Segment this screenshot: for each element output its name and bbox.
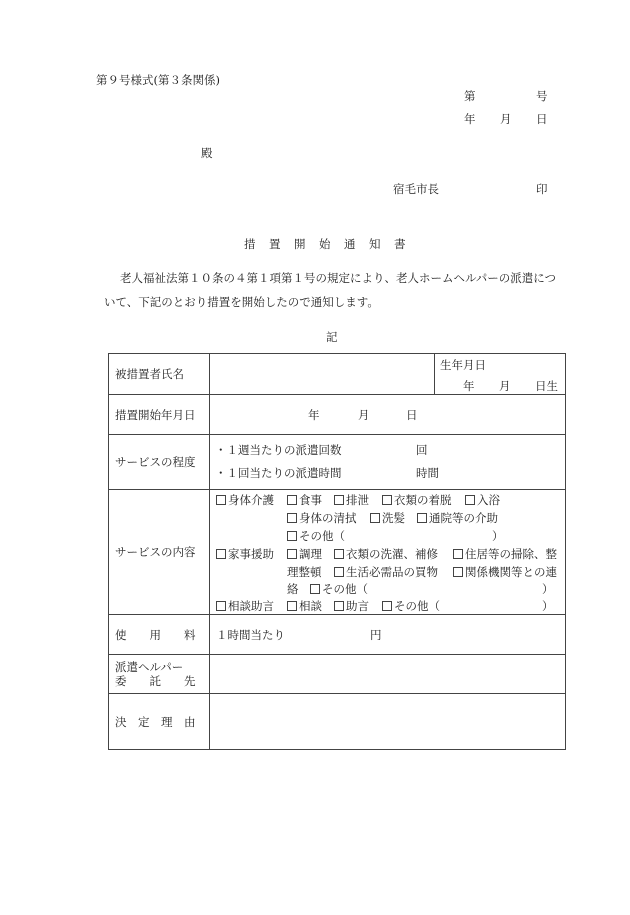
degree-per-visit-unit: 時間 (416, 466, 439, 480)
row-start-date (109, 395, 566, 435)
fee-field (210, 615, 566, 655)
fee-text: １時間当たり (216, 628, 285, 642)
date-month: 月 (500, 112, 512, 126)
checkbox-advice[interactable]: 助言 (334, 598, 369, 614)
checkbox-icon (287, 531, 297, 541)
degree-weekly: ・１週当たりの派遣回数 (215, 443, 342, 457)
reason-label: 決 定 理 由 (109, 694, 210, 750)
name-field (210, 354, 435, 395)
issuer-name: 宿毛市長 (393, 182, 439, 196)
checkbox-consult[interactable]: 相談 (287, 598, 322, 614)
liaison-cont: 絡 (287, 582, 299, 596)
checkbox-meal[interactable]: 食事 (287, 492, 322, 508)
checkbox-icon (417, 513, 427, 523)
checkbox-shopping[interactable]: 生活必需品の買物 (334, 564, 438, 580)
row-degree (109, 435, 566, 490)
reason-field (210, 694, 566, 750)
row-helper (109, 655, 566, 694)
checkbox-other-consult[interactable]: その他（ (382, 598, 440, 614)
checkbox-icon (465, 495, 475, 505)
checkbox-body-care[interactable]: 身体介護 (216, 492, 274, 508)
checkbox-icon (216, 549, 226, 559)
checkbox-excretion[interactable]: 排泄 (334, 492, 369, 508)
checkbox-icon (287, 495, 297, 505)
checkbox-icon (216, 495, 226, 505)
checkbox-icon (453, 549, 463, 559)
checkbox-other-body[interactable]: その他（ (287, 528, 345, 544)
degree-field (210, 435, 566, 490)
seal-mark: 印 (536, 182, 548, 196)
start-date-field (210, 395, 566, 435)
cleaning-cont: 理整頓 (287, 565, 322, 579)
checkbox-icon (334, 601, 344, 611)
notice-table (108, 353, 566, 750)
birth-month: 月 (499, 379, 511, 393)
birth-year: 年 (463, 379, 475, 393)
fee-label: 使 用 料 (109, 615, 210, 655)
start-year: 年 (308, 408, 320, 422)
degree-label: サービスの程度 (109, 435, 210, 490)
row-name (109, 354, 566, 395)
checkbox-hair-wash[interactable]: 洗髪 (370, 510, 405, 526)
date-day: 日 (536, 112, 548, 126)
birth-cell (435, 354, 566, 395)
start-day: 日 (406, 408, 418, 422)
checkbox-hospital[interactable]: 通院等の介助 (417, 510, 498, 526)
addressee-suffix: 殿 (201, 146, 213, 160)
start-month: 月 (358, 408, 370, 422)
checkbox-icon (287, 513, 297, 523)
checkbox-housework[interactable]: 家事援助 (216, 546, 274, 562)
checkbox-icon (382, 601, 392, 611)
checkbox-icon (287, 549, 297, 559)
birth-day: 日生 (535, 379, 558, 393)
body-line-1: 老人福祉法第１０条の４第１項第１号の規定により、老人ホームヘルパーの派遣につ (120, 271, 556, 285)
checkbox-bathing[interactable]: 入浴 (465, 492, 500, 508)
checkbox-consult-help[interactable]: 相談助言 (216, 598, 274, 614)
checkbox-icon (334, 567, 344, 577)
checkbox-body-cleaning[interactable]: 身体の清拭 (287, 510, 357, 526)
checkbox-cooking[interactable]: 調理 (287, 546, 322, 562)
checkbox-icon (382, 495, 392, 505)
helper-field (210, 655, 566, 694)
checkbox-cleaning[interactable]: 住居等の掃除、整 (453, 546, 557, 562)
fee-unit: 円 (370, 628, 382, 642)
helper-label (109, 655, 210, 694)
form-number: 第９号様式(第３条関係) (96, 73, 220, 87)
row-fee (109, 615, 566, 655)
other-house-close: ） (542, 582, 554, 596)
helper-label-line-2: 委 託 先 (115, 674, 196, 688)
checkbox-icon (287, 601, 297, 611)
ki-heading: 記 (326, 330, 338, 344)
checkbox-liaison[interactable]: 関係機関等との連 (453, 564, 557, 580)
helper-label-line-1: 派遣ヘルパー (115, 660, 184, 674)
checkbox-icon (334, 495, 344, 505)
checkbox-icon (216, 601, 226, 611)
checkbox-icon (310, 584, 320, 594)
checkbox-icon (453, 567, 463, 577)
start-date-label: 措置開始年月日 (109, 395, 210, 435)
content-label: サービスの内容 (109, 490, 210, 615)
checkbox-icon (370, 513, 380, 523)
body-line-2: いて、下記のとおり措置を開始したので通知します。 (104, 295, 379, 309)
birth-label: 生年月日 (440, 358, 486, 372)
doc-number-suffix: 号 (536, 89, 548, 103)
degree-weekly-unit: 回 (416, 443, 428, 457)
degree-per-visit: ・１回当たりの派遣時間 (215, 466, 342, 480)
row-content (109, 490, 566, 615)
row-reason (109, 694, 566, 750)
name-label: 被措置者氏名 (109, 354, 210, 395)
doc-number-prefix: 第 (464, 89, 476, 103)
document-title: 措 置 開 始 通 知 書 (244, 237, 407, 251)
checkbox-dressing[interactable]: 衣類の着脱 (382, 492, 452, 508)
content-field (210, 490, 566, 615)
checkbox-laundry[interactable]: 衣類の洗濯、補修 (334, 546, 438, 562)
other-consult-close: ） (542, 599, 554, 613)
checkbox-other-house[interactable]: その他（ (310, 581, 368, 597)
other-body-close: ） (492, 529, 504, 543)
date-year: 年 (464, 112, 476, 126)
checkbox-icon (334, 549, 344, 559)
